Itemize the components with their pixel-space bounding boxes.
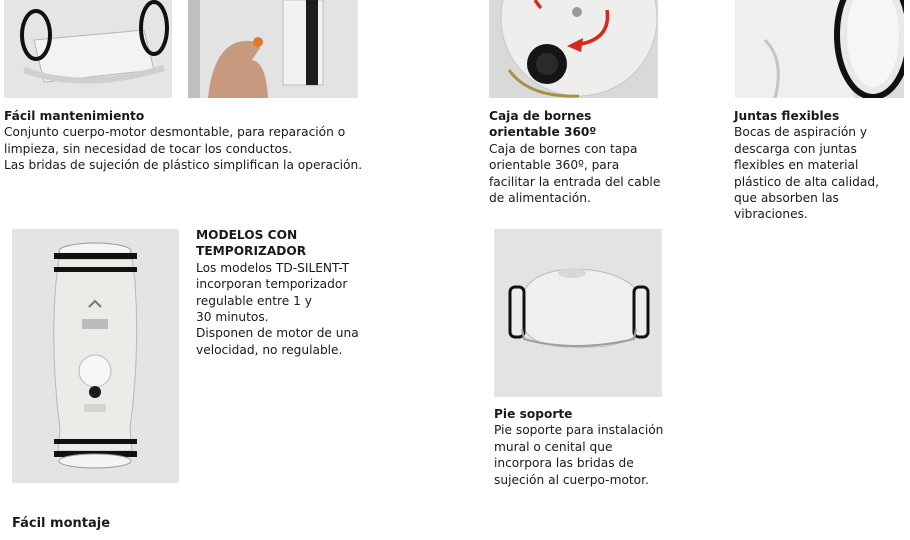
- text-line: de alimentación.: [489, 191, 591, 206]
- text-line: Las bridas de sujeción de plástico simplifican la operación.: [4, 158, 363, 173]
- block-mantenimiento: [4, 108, 362, 174]
- block-bornes: [489, 108, 660, 206]
- text-line: Bocas de aspiración y: [734, 125, 868, 140]
- heading-bornes-line: orientable 360º: [489, 125, 597, 140]
- photo-timer-model: [12, 229, 179, 483]
- heading-mantenimiento: Fácil mantenimiento: [4, 109, 145, 123]
- text-line: plástico de alta calidad,: [734, 174, 879, 189]
- heading-temporizador-line: TEMPORIZADOR: [196, 244, 307, 259]
- heading-temporizador-line: MODELOS CON: [196, 228, 298, 242]
- photo-hand-motor: [188, 0, 358, 98]
- heading-juntas: Juntas flexibles: [734, 109, 840, 123]
- block-temporizador: [196, 227, 359, 358]
- text-line: regulable entre 1 y: [196, 293, 313, 308]
- section-title-montaje: Fácil montaje: [12, 516, 111, 531]
- text-line: descarga con juntas: [734, 141, 857, 156]
- text-line: Conjunto cuerpo-motor desmontable, para reparación o: [4, 125, 346, 140]
- text-line: Disponen de motor de una: [196, 326, 359, 341]
- text-line: incorpora las bridas de: [494, 456, 634, 471]
- photo-mounting-foot: [494, 229, 662, 397]
- block-pie-soporte: [494, 406, 663, 488]
- text-line: que absorben las: [734, 191, 839, 206]
- text-line: mural o cenital que: [494, 439, 613, 454]
- text-line: Caja de bornes con tapa: [489, 141, 638, 156]
- text-line: limpieza, sin necesidad de tocar los conductos.: [4, 141, 293, 156]
- block-juntas: [734, 108, 879, 223]
- text-line: vibraciones.: [734, 207, 808, 222]
- text-line: flexibles en material: [734, 158, 859, 173]
- text-line: facilitar la entrada del cable: [489, 174, 661, 189]
- text-line: Pie soporte para instalación: [494, 423, 664, 438]
- heading-bornes-line: Caja de bornes: [489, 109, 592, 123]
- text-line: incorporan temporizador: [196, 277, 348, 292]
- photo-terminal-box: [489, 0, 658, 98]
- text-line: Los modelos TD-SILENT-T: [196, 260, 350, 275]
- photo-flexible-joint: [735, 0, 904, 98]
- text-line: orientable 360º, para: [489, 158, 620, 173]
- photo-fan-open: [4, 0, 172, 98]
- text-line: velocidad, no regulable.: [196, 342, 343, 357]
- text-line: 30 minutos.: [196, 310, 269, 325]
- heading-pie-soporte: Pie soporte: [494, 407, 573, 421]
- text-line: sujeción al cuerpo-motor.: [494, 472, 649, 487]
